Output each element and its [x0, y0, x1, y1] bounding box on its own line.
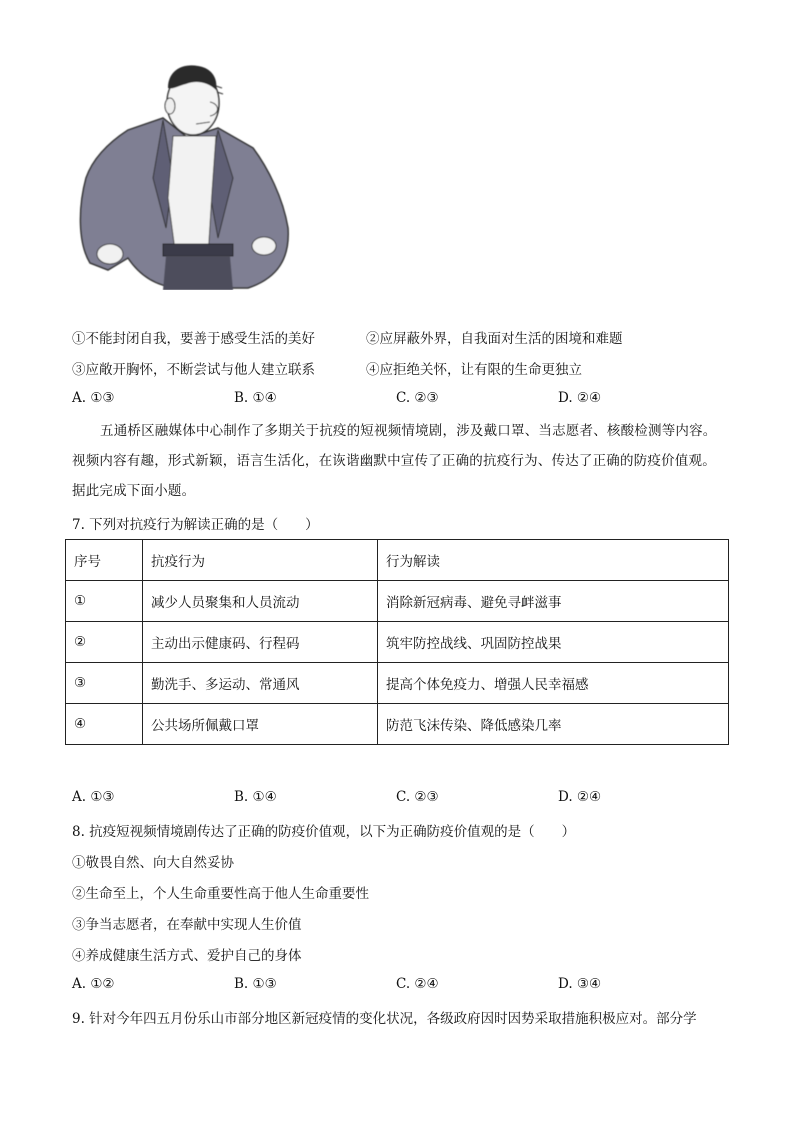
header-interpretation: 行为解读: [378, 540, 729, 581]
q7-answer-choices: [72, 789, 732, 809]
q6-answer-choices: [72, 390, 732, 410]
q8-choice-b[interactable]: B. ①③: [234, 976, 277, 992]
q6-statement-1: ①不能封闭自我，要善于感受生活的美好: [72, 331, 315, 347]
passage-line-2: 视频内容有趣，形式新颖，语言生活化，在诙谐幽默中宣传了正确的抗疫行为、传达了正确的防疫价值观。: [72, 453, 716, 469]
q8-choice-d[interactable]: D. ③④: [558, 976, 602, 992]
q8-choice-c[interactable]: C. ②④: [396, 976, 439, 992]
q6-statement-2: ②应屏蔽外界，自我面对生活的困境和难题: [366, 331, 623, 347]
q8-choice-a[interactable]: A. ①②: [72, 976, 115, 992]
header-action: 抗疫行为: [143, 540, 378, 581]
q7-stem: 7. 下列对抗疫行为解读正确的是（ ）: [72, 517, 319, 533]
q8-statement-2: ②生命至上，个人生命重要性高于他人生命重要性: [72, 886, 369, 902]
q8-statement-1: ①敬畏自然、向大自然妥协: [72, 855, 234, 871]
row-index: ④: [66, 704, 143, 745]
q8-answer-choices: [72, 976, 732, 996]
cartoon-illustration: [68, 58, 296, 290]
row-action: 主动出示健康码、行程码: [143, 622, 378, 663]
q6-options-row-2: [72, 358, 732, 378]
passage-line-3: 据此完成下面小题。: [72, 483, 196, 499]
row-interpretation: 消除新冠病毒、避免寻衅滋事: [378, 581, 729, 622]
table-row: [66, 663, 729, 704]
header-index: 序号: [66, 540, 143, 581]
table-row: [66, 704, 729, 745]
row-interpretation: 提高个体免疫力、增强人民幸福感: [378, 663, 729, 704]
q7-choice-c[interactable]: C. ②③: [396, 789, 439, 805]
table-row: [66, 581, 729, 622]
table-header-row: [66, 540, 729, 581]
q6-choice-a[interactable]: A. ①③: [72, 390, 115, 406]
row-index: ②: [66, 622, 143, 663]
row-index: ③: [66, 663, 143, 704]
q6-choice-c[interactable]: C. ②③: [396, 390, 439, 406]
row-interpretation: 筑牢防控战线、巩固防控战果: [378, 622, 729, 663]
q6-choice-b[interactable]: B. ①④: [234, 390, 277, 406]
q8-statement-3: ③争当志愿者，在奉献中实现人生价值: [72, 917, 302, 933]
passage-line-1: 五通桥区融媒体中心制作了多期关于抗疫的短视频情境剧，涉及戴口罩、当志愿者、核酸检测等内容。: [100, 423, 717, 439]
q6-statement-4: ④应拒绝关怀，让有限的生命更独立: [366, 362, 582, 378]
table-row: [66, 622, 729, 663]
q7-choice-b[interactable]: B. ①④: [234, 789, 277, 805]
row-index: ①: [66, 581, 143, 622]
q6-choice-d[interactable]: D. ②④: [558, 390, 602, 406]
row-interpretation: 防范飞沫传染、降低感染几率: [378, 704, 729, 745]
row-action: 公共场所佩戴口罩: [143, 704, 378, 745]
q9-stem: 9. 针对今年四五月份乐山市部分地区新冠疫情的变化状况，各级政府因时因势采取措施积极应对。部分学: [72, 1011, 697, 1027]
row-action: 减少人员聚集和人员流动: [143, 581, 378, 622]
q6-statement-3: ③应敞开胸怀，不断尝试与他人建立联系: [72, 362, 315, 378]
row-action: 勤洗手、多运动、常通风: [143, 663, 378, 704]
q7-table: [65, 539, 729, 745]
q8-statement-4: ④养成健康生活方式、爱护自己的身体: [72, 948, 302, 964]
passage: [72, 416, 732, 506]
q8-stem: 8. 抗疫短视频情境剧传达了正确的防疫价值观，以下为正确防疫价值观的是（ ）: [72, 824, 576, 840]
q6-options-row-1: [72, 327, 732, 347]
q7-choice-a[interactable]: A. ①③: [72, 789, 115, 805]
q7-choice-d[interactable]: D. ②④: [558, 789, 602, 805]
